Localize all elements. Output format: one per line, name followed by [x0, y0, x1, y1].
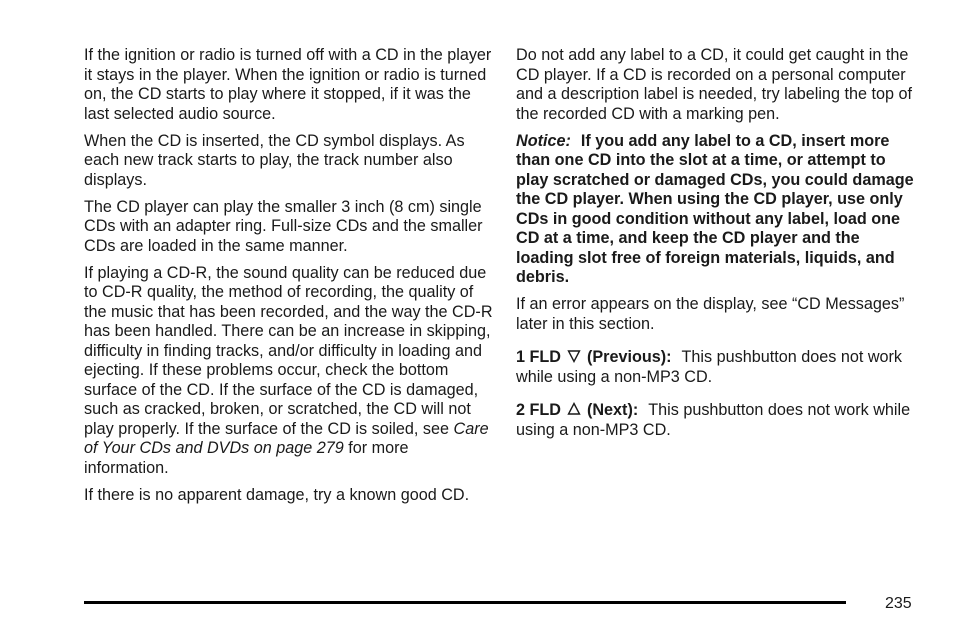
error-paragraph: If an error appears on the display, see “CD Messages” later in this section. — [516, 295, 905, 333]
next-description: This pushbutton does not work while using a non-MP3 CD. — [516, 401, 911, 439]
cdr-paragraph-suffix: for more information. — [84, 439, 409, 477]
cdr-paragraph — [84, 264, 494, 479]
previous-button-description — [516, 348, 920, 387]
right-column — [516, 46, 920, 454]
no-damage-paragraph: If there is no apparent damage, try a known good CD. — [84, 485, 470, 504]
care-of-cds-reference: Care of Your CDs and DVDs on page 279 — [84, 419, 489, 457]
notice-paragraph — [516, 132, 920, 288]
fld1-label: 1 FLD — [516, 348, 561, 366]
fld2-label: 2 FLD — [516, 401, 561, 419]
previous-label: (Previous): — [586, 348, 672, 366]
page-number: 235 — [885, 595, 912, 612]
cdr-paragraph-text: If playing a CD-R, the sound quality can be reduced due to CD-R quality, the method of recording, the quality of the music that has been recorded, and the way the CD-R has been handled. There can be an increase in skipping, difficulty in finding tracks, and/or difficulty in loading and ejecting. If these problems occur, check the bottom surface of the CD. If the surface of the CD is damaged, such as cracked, broken, or scratched, the CD will not play properly. If the surface of the CD is soiled, see — [84, 263, 493, 438]
triangle-up-icon — [567, 402, 581, 416]
small-cd-paragraph: The CD player can play the smaller 3 inch (8 cm) single CDs with an adapter ring. Full-size CDs and the smaller CDs are loaded in the same manner. — [84, 197, 483, 255]
next-button-description — [516, 401, 920, 440]
cd-symbol-paragraph: When the CD is inserted, the CD symbol displays. As each new track starts to play, the track number also displays. — [84, 131, 465, 189]
label-warning-paragraph: Do not add any label to a CD, it could get caught in the CD player. If a CD is recorded on a personal computer and a description label is needed, try labeling the top of the recorded CD with a marking pen. — [516, 46, 912, 123]
ignition-paragraph: If the ignition or radio is turned off with a CD in the player it stays in the player. When the ignition or radio is turned on, the CD starts to play where it stopped, if it was the last selected audio source. — [84, 46, 492, 123]
left-column — [84, 46, 494, 513]
notice-label: Notice: — [516, 131, 571, 150]
next-label: (Next): — [586, 401, 639, 419]
triangle-down-icon — [567, 349, 581, 363]
notice-text: If you add any label to a CD, insert more than one CD into the slot at a time, or attempt to play scratched or damaged CDs, you could damage the CD player. When using the CD player, use only CDs in good condition without any label, load one CD at a time, and keep the CD player and the loading slot free of foreign materials, liquids, and debris. — [516, 131, 914, 286]
previous-description: This pushbutton does not work while using a non-MP3 CD. — [516, 348, 902, 386]
footer-rule — [84, 601, 846, 604]
